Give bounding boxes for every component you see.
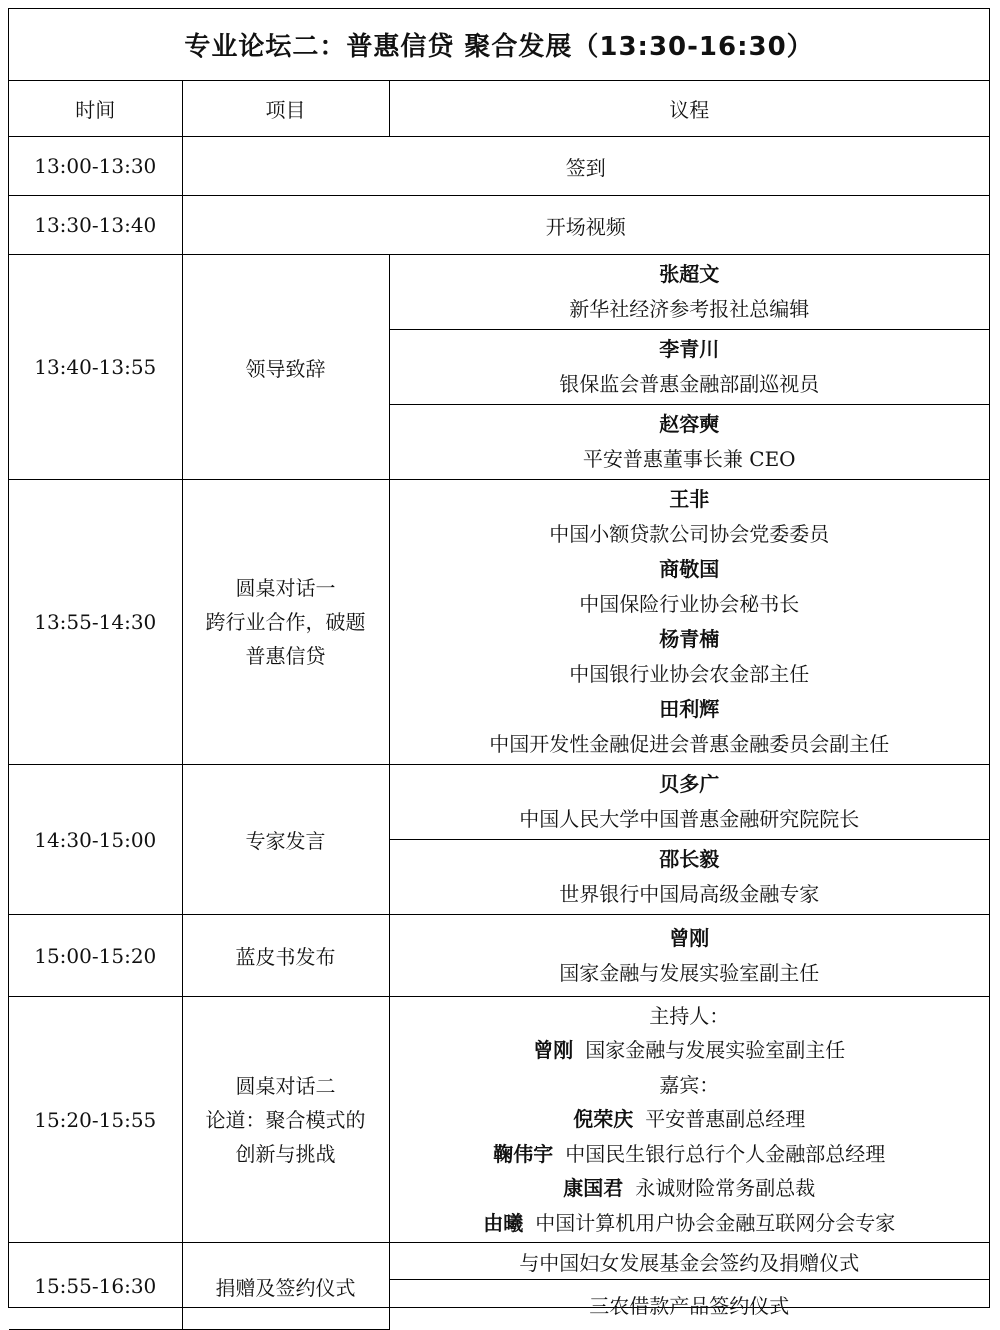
table-row (9, 915, 989, 997)
item-cell: 捐赠及签约仪式 (182, 1243, 389, 1330)
table-row (9, 765, 989, 840)
item-line: 圆桌对话二 (235, 1073, 336, 1098)
agenda-cell: 签到 (182, 137, 989, 196)
guest-role: 中国民生银行总行个人金融部总经理 (565, 1141, 886, 1166)
item-cell: 专家发言 (182, 765, 389, 915)
speaker-name: 商敬国 (659, 557, 720, 581)
item-line: 圆桌对话一 (235, 576, 336, 600)
speaker-name: 曾刚 (669, 925, 710, 950)
table-header-row (9, 81, 989, 137)
guest-line (390, 1171, 990, 1206)
host-line (390, 1033, 990, 1068)
table-row (9, 997, 989, 1243)
agenda-cell: 与中国妇女发展基金会签约及捐赠仪式 (389, 1243, 989, 1280)
guest-role: 平安普惠副总经理 (645, 1107, 806, 1132)
speaker-role: 银保监会普惠金融部副巡视员 (559, 372, 820, 396)
speaker-cell (389, 330, 989, 405)
header-item: 项目 (182, 81, 389, 137)
time-cell: 13:40-13:55 (9, 255, 182, 480)
speaker-role: 世界银行中国局高级金融专家 (559, 882, 820, 906)
table-row (9, 1243, 989, 1280)
time-cell: 15:00-15:20 (9, 915, 182, 997)
agenda-sheet (8, 8, 990, 1319)
agenda-cell: 三农借款产品签约仪式 (389, 1280, 989, 1330)
speaker-cell (389, 255, 989, 330)
guest-name: 鞠伟宇 (493, 1141, 554, 1166)
speaker-name: 贝多广 (659, 772, 720, 796)
speaker-cell (389, 915, 989, 997)
guest-name: 由曦 (483, 1210, 524, 1235)
header-agenda: 议程 (389, 81, 989, 137)
item-cell: 领导致辞 (182, 255, 389, 480)
host-name: 曾刚 (533, 1038, 574, 1063)
item-cell (182, 997, 389, 1243)
time-cell: 15:55-16:30 (9, 1243, 182, 1330)
item-line: 论道：聚合模式的 (205, 1107, 366, 1132)
speaker-role: 中国保险行业协会秘书长 (579, 592, 800, 616)
speaker-role: 平安普惠董事长兼 CEO (582, 447, 796, 471)
table-row (9, 196, 989, 255)
guest-line (390, 1206, 990, 1241)
agenda-cell: 开场视频 (182, 196, 989, 255)
speaker-name: 王非 (669, 487, 710, 511)
item-line: 创新与挑战 (235, 1141, 336, 1166)
speaker-role: 中国开发性金融促进会普惠金融委员会副主任 (489, 732, 890, 756)
speaker-name: 赵容奭 (659, 412, 720, 436)
time-cell: 14:30-15:00 (9, 765, 182, 915)
item-line: 普惠信贷 (245, 644, 326, 668)
speaker-name: 张超文 (659, 262, 720, 286)
guests-label: 嘉宾： (659, 1072, 720, 1097)
speaker-cell (389, 765, 989, 840)
guest-line (390, 1102, 990, 1137)
table-row (9, 137, 989, 196)
speaker-cell (389, 840, 989, 915)
panel-cell (389, 997, 989, 1243)
speaker-role: 中国人民大学中国普惠金融研究院院长 (519, 807, 860, 831)
agenda-table (9, 81, 989, 1330)
speaker-cell (389, 405, 989, 480)
item-cell: 蓝皮书发布 (182, 915, 389, 997)
guest-name: 倪荣庆 (573, 1107, 634, 1132)
time-cell: 13:30-13:40 (9, 196, 182, 255)
speaker-role: 中国银行业协会农金部主任 (569, 662, 810, 686)
time-cell: 13:00-13:30 (9, 137, 182, 196)
forum-title: 专业论坛二：普惠信贷 聚合发展（13:30-16:30） (9, 9, 989, 81)
speaker-name: 邵长毅 (659, 847, 720, 871)
table-row (9, 255, 989, 330)
guest-role: 永诚财险常务副总裁 (635, 1176, 816, 1201)
time-cell: 13:55-14:30 (9, 480, 182, 765)
table-row (9, 480, 989, 765)
item-cell (182, 480, 389, 765)
header-time: 时间 (9, 81, 182, 137)
speaker-name: 杨青楠 (659, 627, 720, 651)
guest-name: 康国君 (563, 1176, 624, 1201)
host-role: 国家金融与发展实验室副主任 (585, 1038, 846, 1063)
speaker-role: 国家金融与发展实验室副主任 (559, 960, 820, 985)
speaker-cell (389, 480, 989, 765)
host-label: 主持人： (649, 1003, 730, 1028)
item-line: 跨行业合作，破题 (205, 610, 366, 634)
guest-role: 中国计算机用户协会金融互联网分会专家 (535, 1210, 896, 1235)
speaker-name: 田利辉 (659, 697, 720, 721)
speaker-name: 李青川 (659, 337, 720, 361)
guest-line (390, 1137, 990, 1172)
speaker-role: 新华社经济参考报社总编辑 (569, 297, 810, 321)
time-cell: 15:20-15:55 (9, 997, 182, 1243)
speaker-role: 中国小额贷款公司协会党委委员 (549, 522, 830, 546)
